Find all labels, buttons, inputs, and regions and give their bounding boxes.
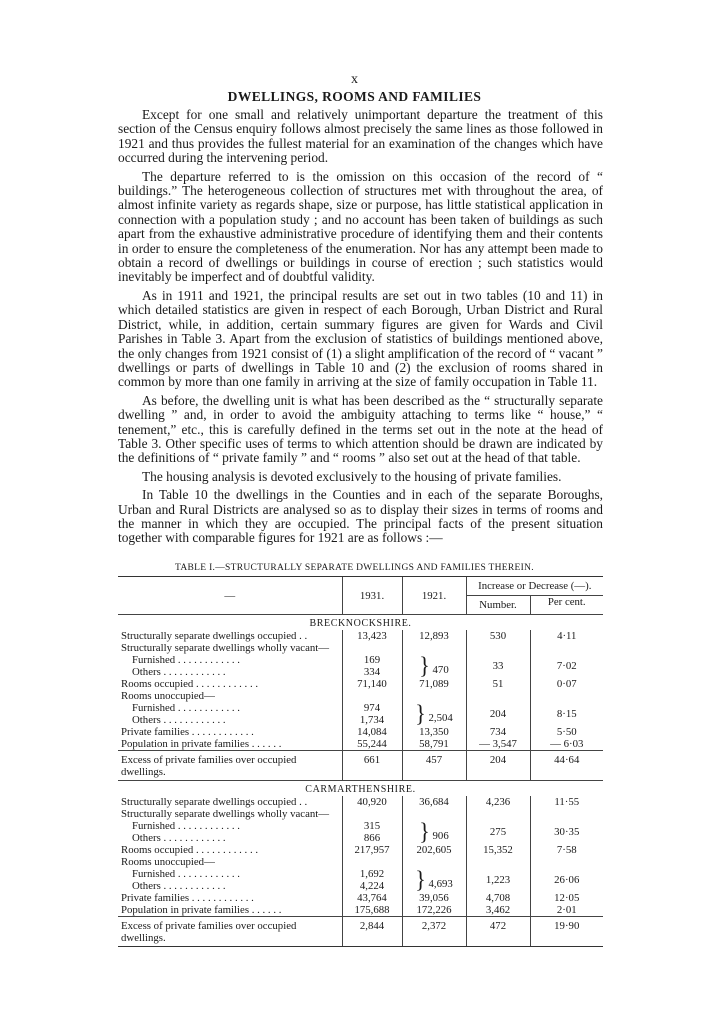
- cell-1921: 172,226: [402, 904, 466, 917]
- cell-percent: 8·15: [530, 702, 603, 726]
- table-row: [118, 751, 603, 781]
- cell-1931: 14,084: [342, 726, 402, 738]
- row-label: Furnished . . . . . . . . . . . .: [132, 702, 240, 714]
- row-label: Population in private families . . . . . .: [121, 904, 282, 916]
- cell-number: 15,352: [466, 844, 530, 856]
- table-row: [118, 820, 603, 832]
- row-label: Furnished . . . . . . . . . . . .: [132, 868, 240, 880]
- cell-1931: 13,423: [342, 630, 402, 642]
- cell-1921: 12,893: [402, 630, 466, 642]
- page-number: x: [351, 72, 358, 87]
- row-label: Structurally separate dwellings occupied . .: [121, 796, 308, 808]
- cell-1931: 315: [342, 820, 402, 832]
- cell-number: 4,708: [466, 892, 530, 904]
- row-label: Others . . . . . . . . . . . .: [132, 714, 226, 726]
- cell-number: 51: [466, 678, 530, 690]
- table-row: [118, 738, 603, 751]
- table-header-row: [118, 577, 603, 596]
- section-name: BRECKNOCKSHIRE.: [309, 618, 412, 629]
- cell-1921: 2,504: [428, 712, 453, 724]
- cell-percent: 11·55: [530, 796, 603, 808]
- table-row: [118, 856, 603, 868]
- header-change: Increase or Decrease (—).: [466, 577, 603, 596]
- paragraph-3: As in 1911 and 1921, the principal results are set out in two tables (10 and 11) in which detailed statistics are given in respect of each Borough, Urban District and Rural District, while, in addition, certain summary figures are given for Wards and Civil Parishes in Table 3. Apart from the exclusion of statistics of buildings mentioned above, the only changes from 1921 consist of (1) a slight amplification of the record of “ vacant ” dwellings or parts of dwellings in Table 10 and (2) the exclusion of rooms shared in common by more than one family in arriving at the size of family occupation in Table 11.: [118, 287, 603, 390]
- row-label: Excess of private families over occupied dwellings.: [118, 917, 342, 947]
- merged-cell-1921: [402, 702, 466, 726]
- table-row: [118, 892, 603, 904]
- table-row: [118, 796, 603, 808]
- row-label: Others . . . . . . . . . . . .: [132, 880, 226, 892]
- cell-number: 204: [466, 702, 530, 726]
- paragraph-5: The housing analysis is devoted exclusively to the housing of private families.: [142, 468, 562, 484]
- cell-number: 472: [466, 917, 530, 947]
- cell-1931: 4,224: [342, 880, 402, 892]
- table-row: [118, 868, 603, 880]
- table-row: [118, 726, 603, 738]
- cell-percent: 2·01: [530, 904, 603, 917]
- cell-percent: 0·07: [530, 678, 603, 690]
- cell-1931: 175,688: [342, 904, 402, 917]
- cell-1921: 906: [432, 830, 449, 842]
- brace-icon: }: [415, 702, 426, 726]
- cell-percent: 7·58: [530, 844, 603, 856]
- row-label: Rooms unoccupied—: [121, 690, 215, 702]
- row-label: Structurally separate dwellings occupied . .: [121, 630, 308, 642]
- cell-1931: 2,844: [342, 917, 402, 947]
- cell-percent: 19·90: [530, 917, 603, 947]
- row-label: Others . . . . . . . . . . . .: [132, 666, 226, 678]
- cell-percent: 7·02: [530, 654, 603, 678]
- paragraph-2: The departure referred to is the omission on this occasion of the record of “ buildings.” The heterogeneous collection of structures met with throughout the area, of almost infinite variety as regards shape, size or purpose, has little statistical application in connection with a population study ; and no account has been taken of buildings as such apart from the exhaustive administrative procedure of identifying them and their contents in order to ensure the completeness of the enumeration. Nor has any attempt been made to obtain a record of dwellings or buildings in course of erection ; such statistics would inevitably be imperfect and of doubtful validity.: [118, 168, 603, 285]
- table-row: [118, 630, 603, 642]
- cell-1931: 217,957: [342, 844, 402, 856]
- row-label: Rooms occupied . . . . . . . . . . . .: [121, 844, 259, 856]
- cell-number: 204: [466, 751, 530, 781]
- table-caption: TABLE I.—STRUCTURALLY SEPARATE DWELLINGS AND FAMILIES THEREIN.: [175, 563, 534, 573]
- merged-cell-1921: [402, 654, 466, 678]
- cell-1921: 2,372: [402, 917, 466, 947]
- cell-1921: 39,056: [402, 892, 466, 904]
- row-label: Excess of private families over occupied dwellings.: [118, 751, 342, 781]
- cell-1921: 71,089: [402, 678, 466, 690]
- row-label: Structurally separate dwellings wholly vacant—: [121, 808, 330, 820]
- cell-1921: 58,791: [402, 738, 466, 751]
- cell-1931: 1,734: [342, 714, 402, 726]
- cell-percent: 12·05: [530, 892, 603, 904]
- dwellings-table: [118, 576, 603, 947]
- cell-percent: 30·35: [530, 820, 603, 844]
- cell-number: 33: [466, 654, 530, 678]
- cell-number: 275: [466, 820, 530, 844]
- row-label: Private families . . . . . . . . . . . .: [121, 726, 254, 738]
- row-label: Others . . . . . . . . . . . .: [132, 832, 226, 844]
- cell-1931: 866: [342, 832, 402, 844]
- header-percent: Per cent.: [530, 596, 603, 615]
- brace-icon: }: [415, 868, 426, 892]
- header-dash: —: [118, 577, 342, 615]
- table-row: [118, 808, 603, 820]
- table-row: [118, 904, 603, 917]
- cell-1931: 43,764: [342, 892, 402, 904]
- body-text: [118, 108, 603, 550]
- paragraph-1: Except for one small and relatively unimportant departure the treatment of this section of the Census enquiry follows almost precisely the same lines as those followed in 1921 and thus provides the fullest material for an examination of the changes which have occurred during the intervening period.: [118, 107, 603, 166]
- header-1921: 1921.: [402, 577, 466, 615]
- brace-icon: }: [419, 654, 430, 678]
- cell-number: 734: [466, 726, 530, 738]
- paragraph-6: In Table 10 the dwellings in the Counties and in each of the separate Boroughs, Urban and Rural Districts are analysed so as to display their sizes in terms of rooms and the manner in which they are occupied. The principal facts of the present situation together with comparable figures for 1921 are as follows :—: [118, 487, 603, 546]
- cell-1931: 974: [342, 702, 402, 714]
- table-row: [118, 678, 603, 690]
- cell-1931: 40,920: [342, 796, 402, 808]
- cell-percent: — 6·03: [530, 738, 603, 751]
- section-name: CARMARTHENSHIRE.: [118, 781, 603, 797]
- row-label: Private families . . . . . . . . . . . .: [121, 892, 254, 904]
- cell-1921: 457: [402, 751, 466, 781]
- table-row: [118, 690, 603, 702]
- cell-number: — 3,547: [466, 738, 530, 751]
- section-title: DWELLINGS, ROOMS AND FAMILIES: [227, 89, 482, 104]
- header-number: Number.: [466, 596, 530, 615]
- table-row: [118, 642, 603, 654]
- cell-percent: 26·06: [530, 868, 603, 892]
- row-label: Population in private families . . . . . .: [121, 738, 282, 750]
- table-row: [118, 702, 603, 714]
- cell-1921: 470: [432, 664, 449, 676]
- row-label: Furnished . . . . . . . . . . . .: [132, 654, 240, 666]
- merged-cell-1921: [402, 820, 466, 844]
- table-row: [118, 917, 603, 947]
- row-label: Rooms occupied . . . . . . . . . . . .: [121, 678, 259, 690]
- cell-1931: 1,692: [342, 868, 402, 880]
- row-label: Structurally separate dwellings wholly vacant—: [121, 642, 330, 654]
- cell-number: 3,462: [466, 904, 530, 917]
- cell-1921: 202,605: [402, 844, 466, 856]
- table-row: [118, 654, 603, 666]
- table-row: [118, 844, 603, 856]
- cell-percent: 44·64: [530, 751, 603, 781]
- cell-1931: 55,244: [342, 738, 402, 751]
- cell-1921: 13,350: [402, 726, 466, 738]
- header-1931: 1931.: [342, 577, 402, 615]
- cell-percent: 5·50: [530, 726, 603, 738]
- row-label: Furnished . . . . . . . . . . . .: [132, 820, 240, 832]
- cell-number: 4,236: [466, 796, 530, 808]
- cell-percent: 4·11: [530, 630, 603, 642]
- cell-number: 530: [466, 630, 530, 642]
- row-label: Rooms unoccupied—: [121, 856, 215, 868]
- paragraph-4: As before, the dwelling unit is what has been described as the “ structurally separate dwelling ” and, in order to avoid the ambiguity attaching to terms like “ house,” “ tenement,” etc., this is carefully defined in the terms set out in the note at the head of Table 3. Other specific uses of terms to which attention should be drawn are indicated by the definitions of “ private family ” and “ rooms ” also set out at the head of that table.: [118, 392, 603, 466]
- cell-1931: 661: [342, 751, 402, 781]
- cell-number: 1,223: [466, 868, 530, 892]
- cell-1931: 71,140: [342, 678, 402, 690]
- cell-1931: 169: [342, 654, 402, 666]
- cell-1921: 36,684: [402, 796, 466, 808]
- merged-cell-1921: [402, 868, 466, 892]
- brace-icon: }: [419, 820, 430, 844]
- cell-1921: 4,693: [428, 878, 453, 890]
- cell-1931: 334: [342, 666, 402, 678]
